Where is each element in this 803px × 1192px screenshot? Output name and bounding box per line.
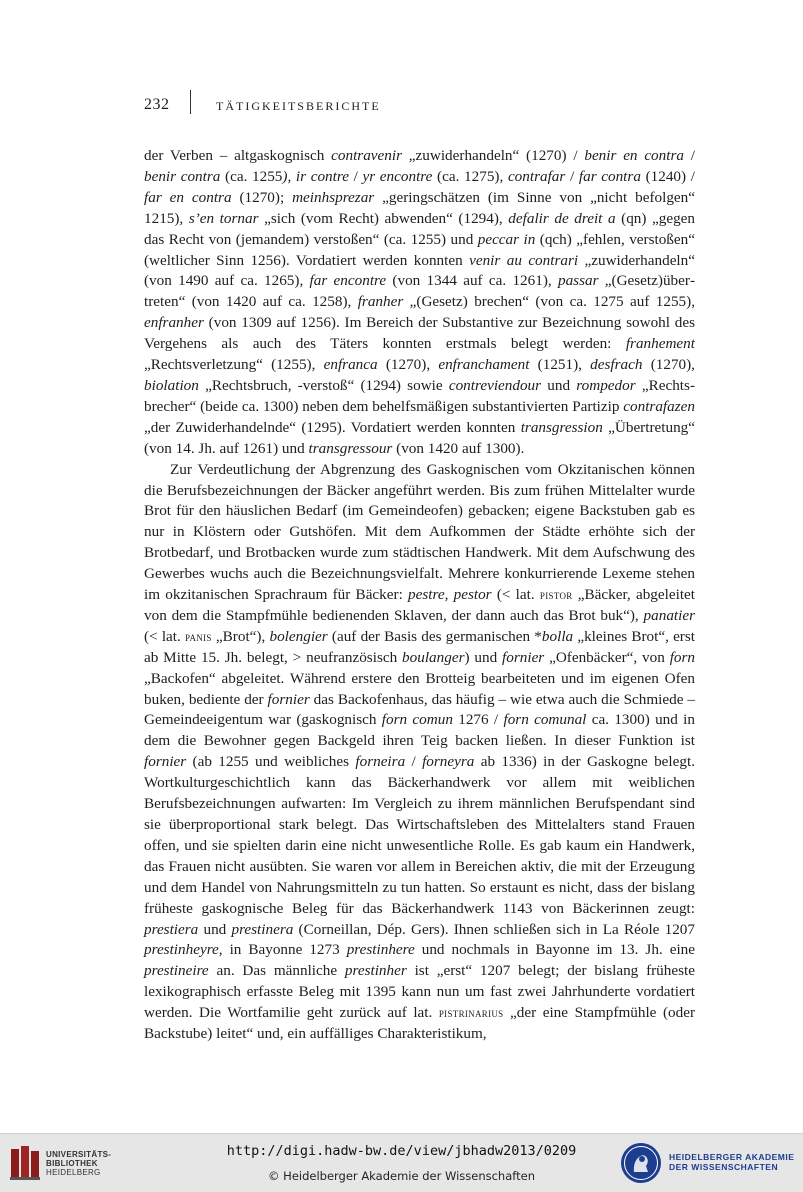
text-run: (qch) „fehlen, verstoßen“ (weltlicher Sinn 1256). Vordatiert werden konnten: [144, 230, 695, 269]
text-run: 1276 /: [452, 711, 504, 729]
text-run: (1270);: [231, 188, 293, 206]
italic-term: enfranca: [323, 356, 378, 374]
italic-term: prestinhere: [346, 941, 415, 959]
paragraph-2: [144, 460, 695, 1045]
text-run: „zuwiderhandeln“ (1270) /: [402, 147, 585, 164]
text-run: „sich (vom Recht) abwenden“ (1294),: [258, 209, 509, 227]
academy-seal-icon[interactable]: [620, 1142, 662, 1184]
text-run: „Backofen“ abgeleitet. Während erstere den Brotteig bearbeiteten und im eigenen Ofen buken, bediente der: [144, 669, 695, 708]
italic-term: forn comunal: [503, 711, 587, 729]
italic-term: prestinera: [231, 920, 294, 938]
text-run: und: [198, 920, 232, 938]
text-run: und nochmals in Bayonne im 13. Jh. eine: [414, 941, 695, 959]
small-caps-term: pistrinarius: [438, 1005, 504, 1021]
italic-term: boulanger: [402, 648, 465, 666]
italic-term: biolation: [144, 376, 199, 394]
text-run: „der eine Stampfmühle (oder Backstube) leitet“ und, ein auffälliges Charakteristikum,: [144, 1004, 696, 1043]
text-run: (< lat.: [144, 627, 186, 645]
text-run: /: [405, 753, 423, 771]
viewer-footer: [0, 1133, 803, 1192]
text-run: (1251),: [529, 356, 591, 374]
italic-term: forn: [669, 648, 696, 666]
academy-name: HEIDELBERGER AKADEMIE DER WISSENSCHAFTEN: [669, 1152, 795, 1172]
italic-term: contravenir: [331, 147, 402, 164]
text-run: „Übertretung“ (von 14. Jh. auf 1261) und: [144, 418, 695, 457]
italic-term: prestiera: [144, 920, 199, 938]
text-run: „kleines Brot“, erst ab Mitte 15. Jh. belegt, > neufranzösisch: [144, 627, 695, 666]
text-run: „(Gesetz)übertreten“ (von 1420 auf ca. 1258),: [144, 272, 695, 311]
text-run: /: [348, 167, 363, 185]
text-run: (von 1420 auf 1300).: [392, 439, 525, 457]
italic-term: fornier: [144, 753, 187, 771]
italic-term: rompedor: [576, 376, 636, 394]
header-divider: [190, 90, 191, 114]
paragraph-1: [144, 146, 695, 460]
text-run: ist „erst“ 1207 belegt; der bislang früheste lexikographisch erfasste Beleg mit 1395 kann nun um fast zwei Jahrhunderte vordatiert werden. Die Wortfamilie geht zurück auf lat.: [144, 962, 695, 1022]
italic-term: far contra: [578, 167, 641, 185]
copyright-notice: © Heidelberger Akademie der Wissenschaften: [268, 1169, 535, 1183]
italic-term: transgressour: [308, 439, 393, 457]
text-run: ab 1336) in der Gaskogne belegt. Wortkulturgeschichtlich kann das Bäckerhandwerk vor allem mit weiblichen Berufsbezeichnungen aufwarten: Im Vergleich zu ihrem männlichen Berufspendant sind sie überproportional stark belegt. Das Wirtschaftsleben des Mittelalters stand Frauen offen, und sie spielten darin eine nicht unwesentliche Rolle. Es gab kaum ein Handwerk, das Frauen nicht ausübten. Sie waren vor allem in Bereichen aktiv, die mit der Erzeugung und dem Handel von Nahrungsmitteln zu tun hatten. So erstaunt es nicht, dass der bislang früheste gaskognische Beleg für das Bäckerhandwerk 1143 von Bäckerinnen zeugt:: [144, 753, 695, 917]
italic-term: transgression: [520, 418, 603, 436]
italic-term: bolla: [541, 627, 574, 645]
text-run: „Bäcker, abgeleitet von dem die Stampfmühle bedienenden Sklaven, der dann auch das Brot buk“),: [144, 586, 695, 624]
italic-term: prestinheyre: [144, 941, 219, 959]
page-header: [144, 90, 704, 120]
text-run: „Ofenbäcker“, von: [544, 648, 670, 666]
small-caps-term: panis: [185, 628, 212, 644]
text-run: (ab 1255 und weibliches: [186, 753, 356, 771]
text-run: das Backofenhaus, das häufig – wie etwa auch die Schmiede – Gemeindeeigentum war (gaskognisch: [144, 690, 696, 729]
italic-term: meinhsprezar: [292, 188, 375, 206]
small-caps-term: pistor: [539, 587, 573, 603]
italic-term: enfranchament: [438, 356, 530, 374]
italic-term: far en contra: [144, 188, 232, 206]
italic-term: enfranher: [144, 314, 204, 332]
text-run: (qn) „gegen das Recht von (jemandem) verstoßen“ (ca. 1255) und: [144, 209, 696, 248]
italic-term: fornier: [267, 690, 310, 708]
text-run: „Rechtsbruch, -verstoß“ (1294) sowie: [198, 376, 449, 394]
text-run: an. Das männliche: [208, 962, 345, 980]
italic-term: pestre, pestor: [408, 586, 492, 604]
text-run: „Rechtsbrecher“ (beide ca. 1300) neben dem behelfsmäßigen substantivierten Partizip: [144, 376, 695, 415]
italic-term: benir en contra: [584, 147, 684, 164]
text-run: /: [683, 147, 695, 164]
italic-term: forneyra: [422, 753, 475, 771]
text-run: ) und: [464, 648, 503, 666]
text-run: (auf der Basis des germanischen *: [327, 627, 542, 645]
text-run: (1270),: [642, 356, 695, 374]
text-run: „zuwiderhandeln“ (von 1490 auf ca. 1265),: [144, 251, 695, 290]
italic-term: franher: [357, 293, 404, 311]
text-run: ca. 1300) und in dem die Bewohner gegen Backgeld ihren Teig backen ließen. In dieser Funktion ist: [144, 711, 695, 750]
italic-term: desfrach: [590, 356, 643, 374]
text-run: der Verben – altgaskognisch: [144, 147, 332, 164]
italic-term: franhement: [625, 335, 695, 353]
italic-term: forn comun: [381, 711, 453, 729]
text-run: (von 1309 auf 1256). Im Bereich der Substantive zur Bezeichnung sowohl des Vergehens als auch des Täters konnten erstmals belegt werden:: [144, 314, 695, 353]
italic-term: contrafazen: [623, 397, 695, 415]
italic-term: bolengier: [269, 627, 328, 645]
text-run: Zur Verdeutlichung der Abgrenzung des Gaskognischen vom Okzitanischen können die Berufsbezeichnungen der Bäcker angeführt werden. Bis zum frühen Mittelalter wurde Brot für den häuslichen Bedarf (im Gemeindeofen) gebacken; eigene Backstuben gab es nur in Klöstern oder Gutshöfen. Mit dem Aufkommen der Städte erhöhte sich der Brotbedarf, und Brotbacken wurde zum städtischen Handwerk. Mit dem Aufschwung des Gewerbes wuchs auch die Bezeichnungsvielfalt. Mehrere konkurrierende Lexeme stehen im okzitanischen Sprachraum für Bäcker:: [144, 460, 695, 604]
italic-term: yr encontre: [362, 167, 433, 185]
permalink-url[interactable]: http://digi.hadw-bw.de/view/jbhadw2013/0209: [226, 1143, 577, 1159]
text-run: und: [541, 376, 577, 394]
running-head: TÄTIGKEITSBERICHTE: [216, 99, 381, 113]
text-run: (1270),: [377, 356, 439, 374]
text-run: (1240) /: [640, 167, 695, 185]
text-run: „der Zuwiderhandelnde“ (1295). Vordatiert werden konnten: [144, 418, 521, 436]
text-run: , in Bayonne 1273: [218, 941, 347, 959]
italic-term: contrafar: [507, 167, 566, 185]
italic-term: venir au contrari: [469, 251, 579, 269]
italic-term: ), ir contre: [282, 167, 349, 185]
italic-term: passar: [557, 272, 599, 290]
text-run: „geringschätzen (im Sinne von „nicht befolgen“ 1215),: [144, 188, 695, 227]
italic-term: contreviendour: [448, 376, 542, 394]
text-run: (von 1344 auf ca. 1261),: [386, 272, 558, 290]
page-number: 232: [144, 96, 170, 113]
italic-term: far encontre: [309, 272, 387, 290]
text-run: (ca. 1255: [220, 167, 283, 185]
text-run: (Corneillan, Dép. Gers). Ihnen schließen sich in La Réole 1207: [293, 920, 695, 938]
italic-term: defalir de dreit a: [508, 209, 616, 227]
italic-term: panatier: [643, 606, 695, 624]
university-library-name: UNIVERSITÄTS- BIBLIOTHEK HEIDELBERG: [46, 1150, 112, 1177]
italic-term: benir contra: [144, 167, 221, 185]
text-run: „(Gesetz) brechen“ (von ca. 1275 auf 1255),: [403, 293, 696, 311]
italic-term: prestinher: [344, 962, 407, 980]
text-run: (ca. 1275),: [432, 167, 508, 185]
italic-term: forneira: [355, 753, 406, 771]
italic-term: peccar in: [477, 230, 536, 248]
italic-term: fornier: [502, 648, 545, 666]
text-run: „Rechtsverletzung“ (1255),: [144, 356, 324, 374]
text-run: „Brot“),: [211, 627, 270, 645]
italic-term: prestineire: [144, 962, 209, 980]
italic-term: s’en tornar: [188, 209, 259, 227]
text-run: /: [565, 167, 579, 185]
body-text: [144, 146, 695, 1045]
text-run: (< lat.: [491, 586, 540, 604]
